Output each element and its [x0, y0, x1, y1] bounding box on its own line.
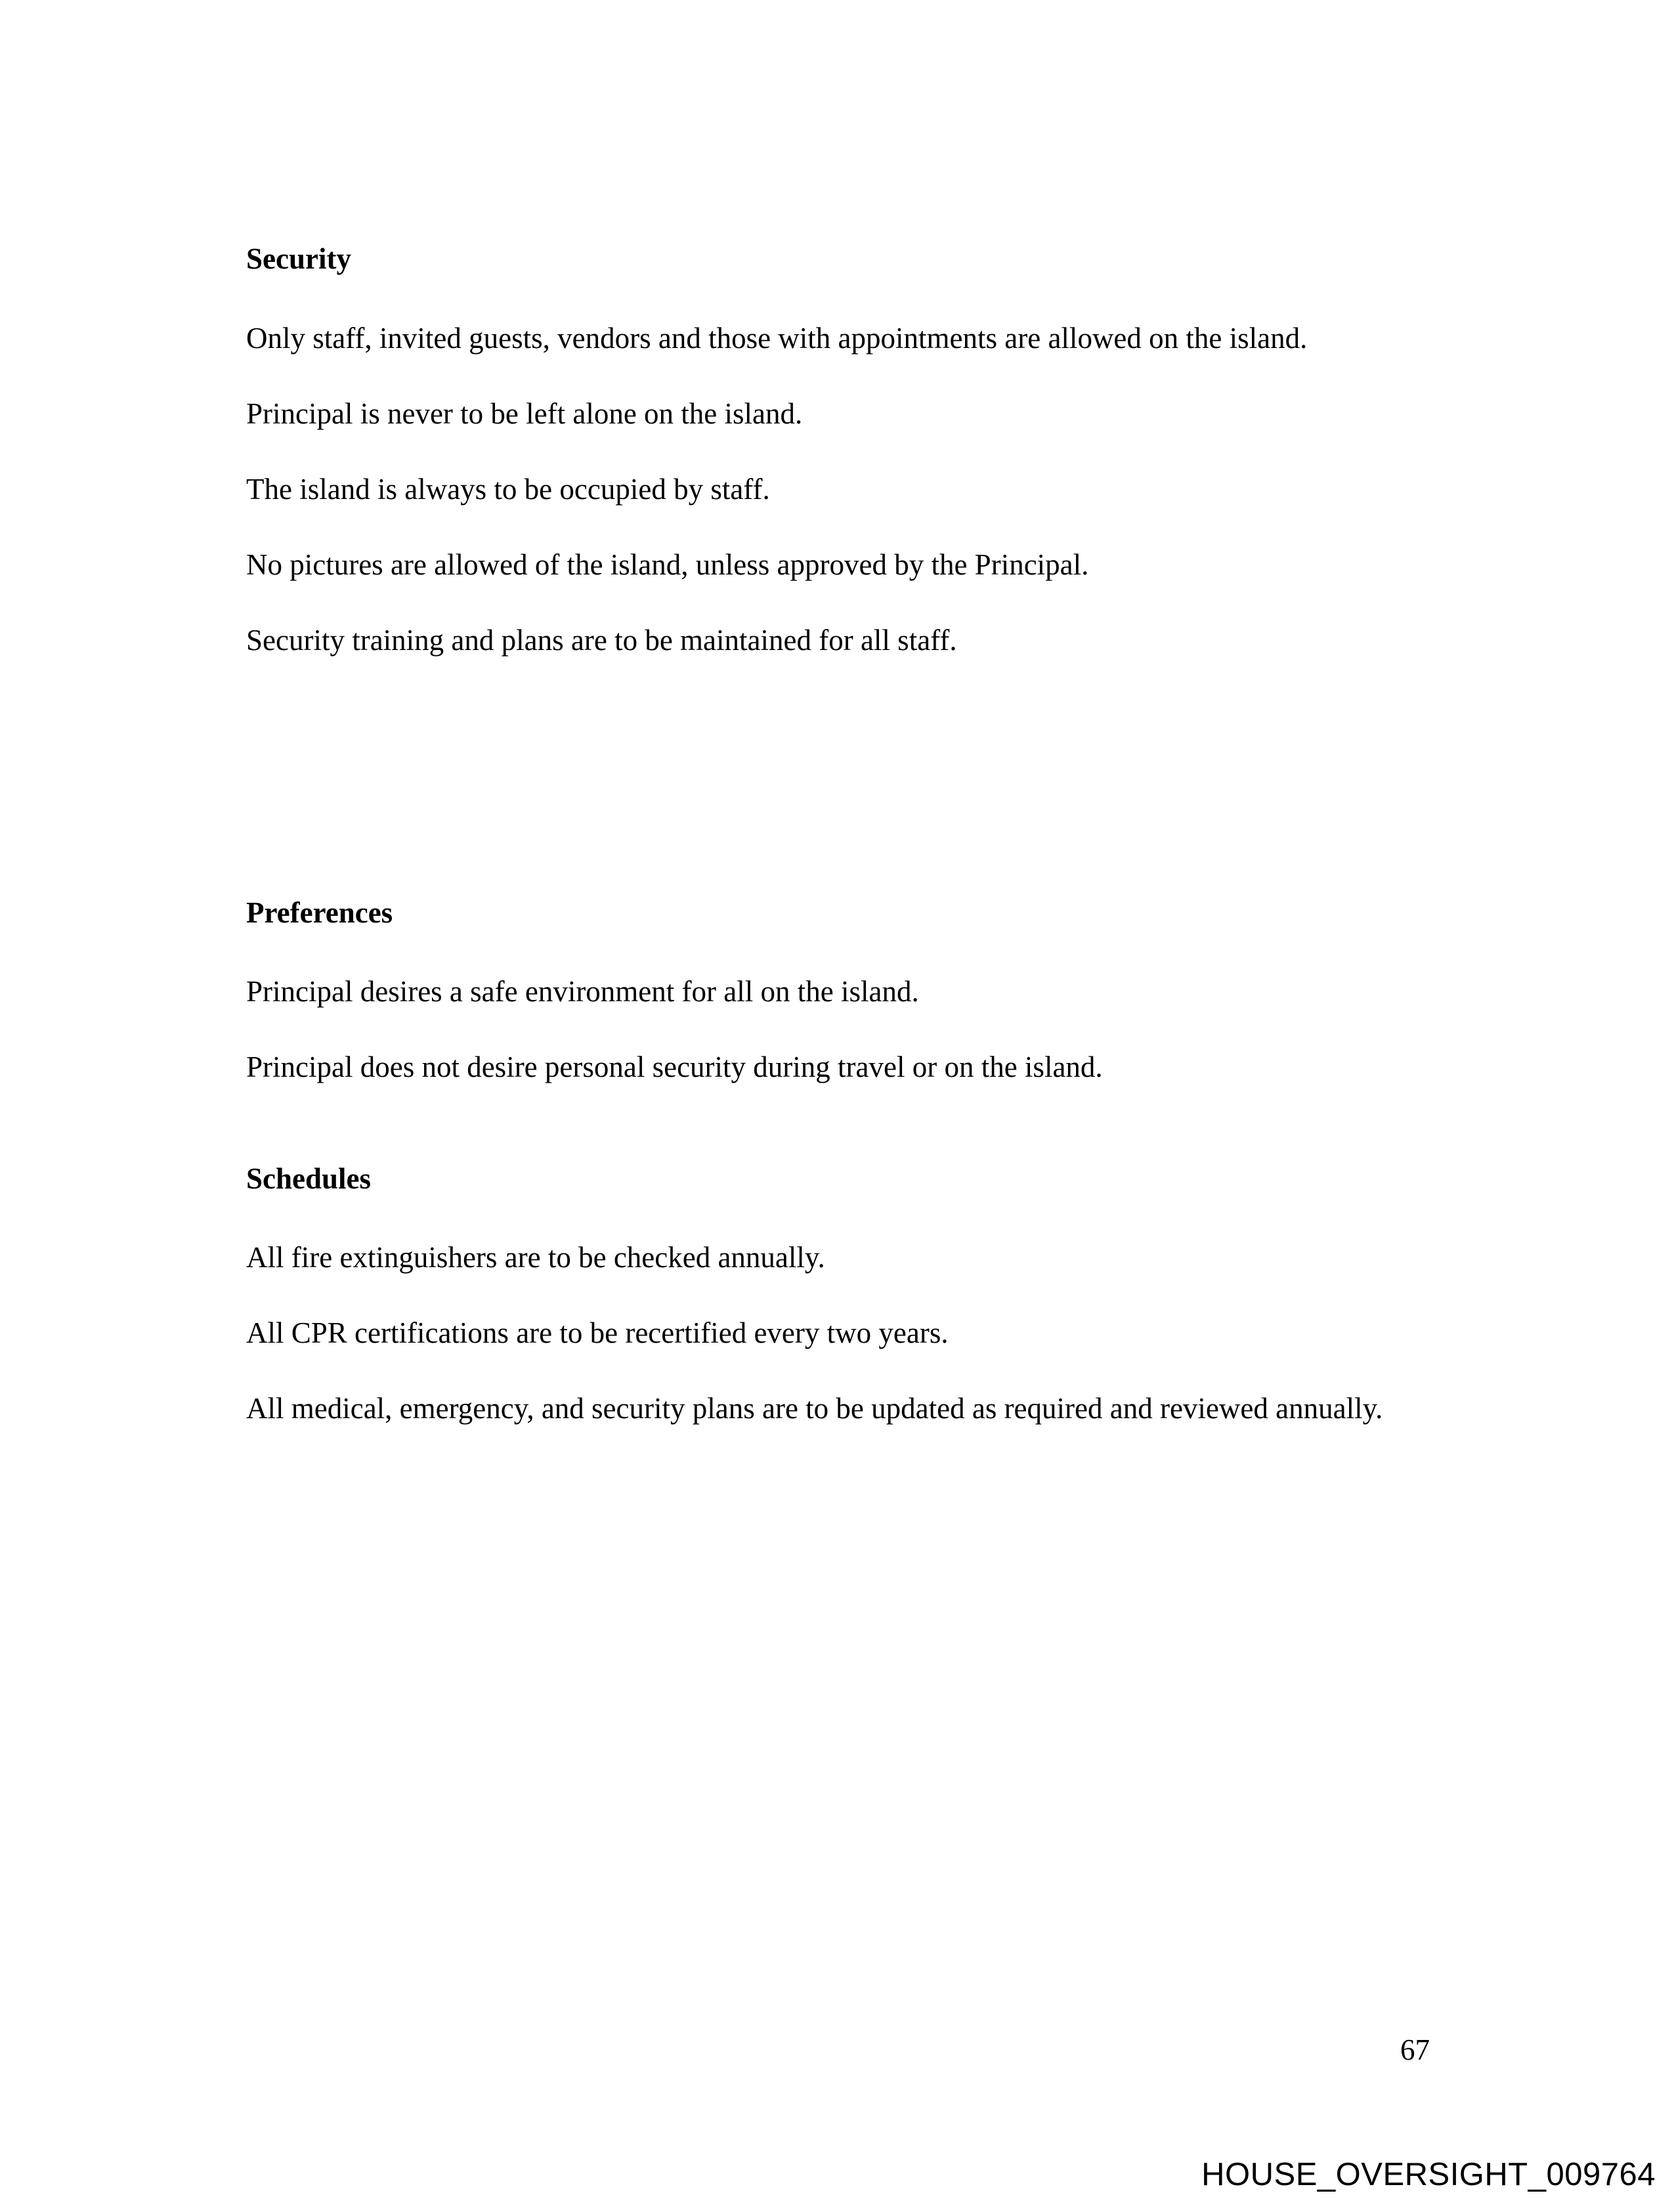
paragraph: No pictures are allowed of the island, unless approved by the Principal. — [246, 548, 1089, 581]
paragraph: Principal desires a safe environment for all on the island. — [246, 975, 919, 1008]
paragraph: Principal does not desire personal security during travel or on the island. — [246, 1051, 1103, 1083]
paragraph: The island is always to be occupied by staff. — [246, 473, 770, 506]
section-heading-schedules: Schedules — [246, 1162, 372, 1195]
paragraph: All medical, emergency, and security plans are to be updated as required and reviewed annually. — [246, 1392, 1383, 1425]
section-heading-preferences: Preferences — [246, 896, 393, 929]
page-number: 67 — [1400, 2033, 1430, 2066]
paragraph: Security training and plans are to be maintained for all staff. — [246, 624, 957, 657]
paragraph: Principal is never to be left alone on the island. — [246, 397, 803, 430]
paragraph: All fire extinguishers are to be checked annually. — [246, 1241, 825, 1274]
bates-stamp: HOUSE_OVERSIGHT_009764 — [1201, 2157, 1656, 2192]
paragraph: All CPR certifications are to be recertified every two years. — [246, 1316, 949, 1349]
section-heading-security: Security — [246, 242, 351, 275]
paragraph: Only staff, invited guests, vendors and those with appointments are allowed on the island. — [246, 322, 1308, 355]
